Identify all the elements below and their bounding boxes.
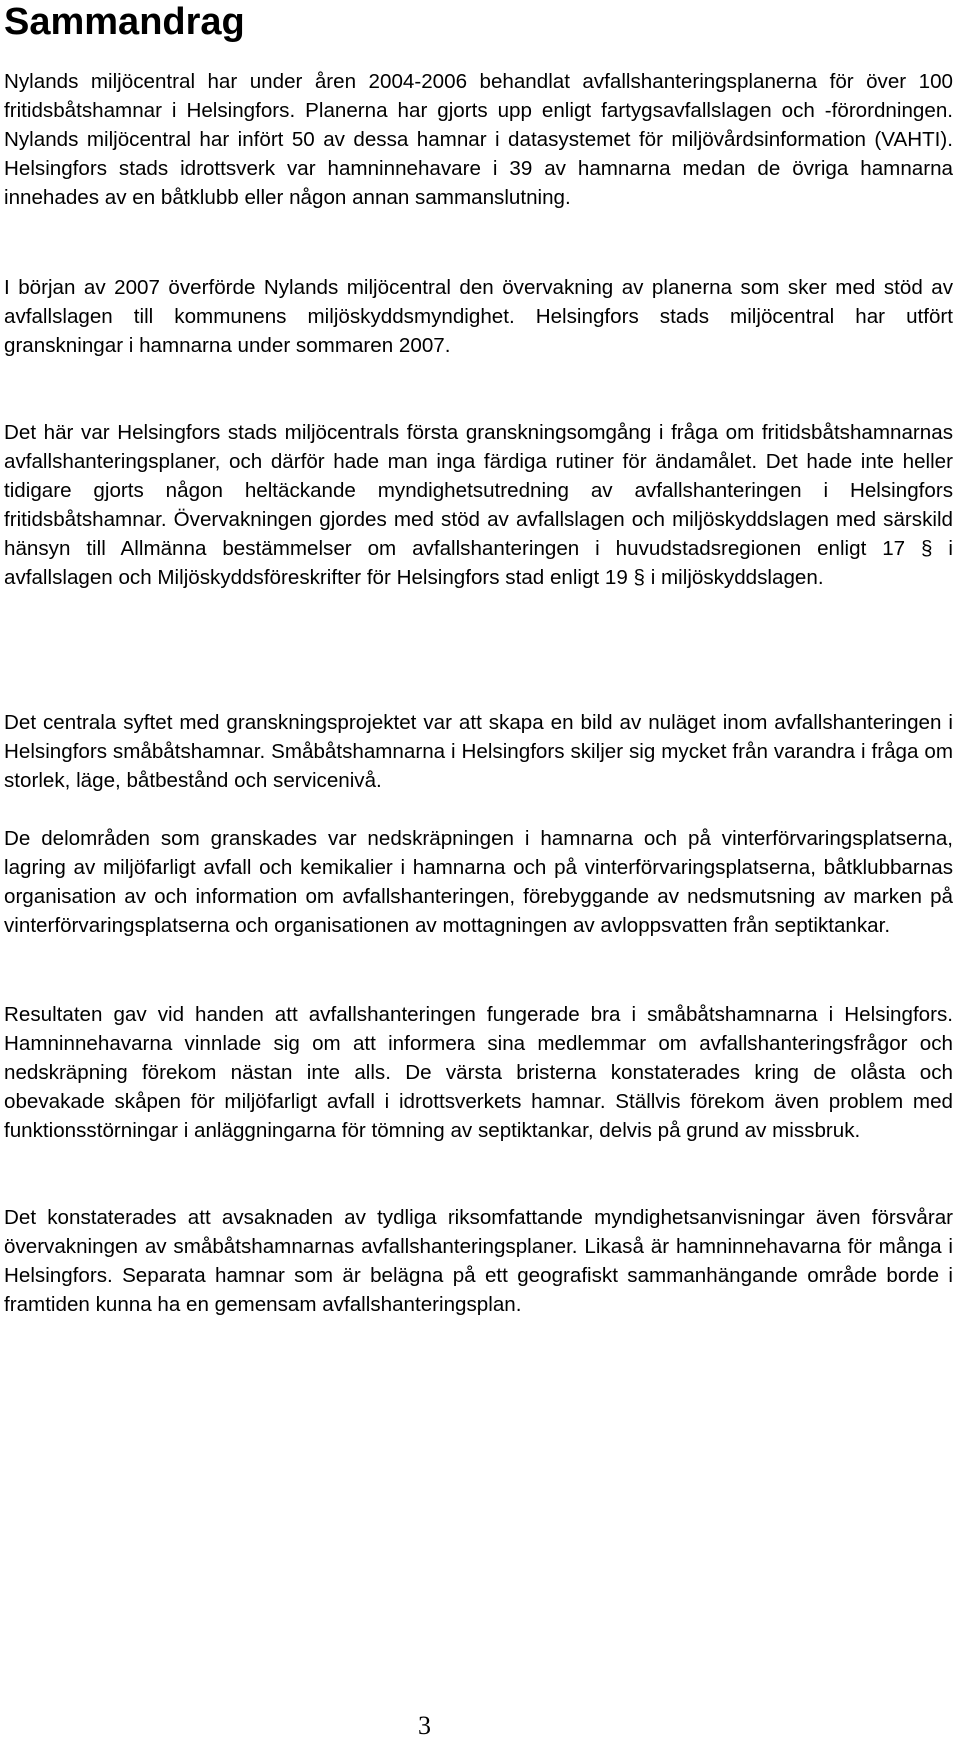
paragraph-first-inspection: Det här var Helsingfors stads miljöcentrals första granskningsomgång i fråga om fritidsbåtshamnarnas avfallshanteringsplaner, och därför hade man inga färdiga rutiner för ändamålet. Det hade inte heller tidigare gjorts någon heltäckande myndighetsutredning av avfallshanteringen i Helsingfors fritidsbåtshamnar. Övervakningen gjordes med stöd av avfallslagen och miljöskyddslagen med särskild hänsyn till Allmänna bestämmelser om avfallshanteringen i huvudstadsregionen enligt 17 § i avfallslagen och Miljöskyddsföreskrifter för Helsingfors stad enligt 19 § i miljöskyddslagen. bbox=[4, 421, 953, 589]
paragraph-results: Resultaten gav vid handen att avfallshanteringen fungerade bra i småbåtshamnarna i Helsingfors. Hamninnehavarna vinnlade sig om att informera sina medlemmar om avfallshanteringsfrågor och nedskräpning förekom nästan inte alls. De värsta bristerna konstaterades kring de olåsta och obevakade skåpen för miljöfarligt avfall i idrottsverkets hamnar. Ställvis förekom även problem med funktionsstörningar i anläggningarna för tömning av septiktankar, delvis på grund av missbruk. bbox=[4, 1003, 953, 1142]
paragraph-inspected-areas: De delområden som granskades var nedskräpningen i hamnarna och på vinterförvaringsplatserna, lagring av miljöfarligt avfall och kemikalier i hamnarna och på vinterförvaringsplatserna, båtklubbarnas organisation av och information om avfallshanteringen, förebyggande av nedsmutsning av marken på vinterförvaringsplatserna och organisationen av mottagningen av avloppsvatten från septiktankar. bbox=[4, 827, 953, 937]
page-title: Sammandrag bbox=[4, 1, 245, 43]
paragraph-plans-overview: Nylands miljöcentral har under åren 2004-2006 behandlat avfallshanteringsplanerna för över 100 fritidsbåtshamnar i Helsingfors. Planerna har gjorts upp enligt fartygsavfallslagen och -förordningen. Nylands miljöcentral har infört 50 av dessa hamnar i datasystemet för miljövårdsinformation (VAHTI). Helsingfors stads idrottsverk var hamninnehavare i 39 av hamnarna medan de övriga hamnarna innehades av en båtklubb eller någon annan sammanslutning. bbox=[4, 70, 953, 209]
paragraph-supervision-transfer: I början av 2007 överförde Nylands miljöcentral den övervakning av planerna som sker med stöd av avfallslagen till kommunens miljöskyddsmyndighet. Helsingfors stads miljöcentral har utfört granskningar i hamnarna under sommaren 2007. bbox=[4, 276, 953, 357]
page-number: 3 bbox=[418, 1711, 431, 1740]
paragraph-conclusions: Det konstaterades att avsaknaden av tydliga riksomfattande myndighetsanvisningar även försvårar övervakningen av småbåtshamnarnas avfallshanteringsplaner. Likaså är hamninnehavarna för många i Helsingfors. Separata hamnar som är belägna på ett geografiskt sammanhängande område borde i framtiden kunna ha en gemensam avfallshanteringsplan. bbox=[4, 1206, 953, 1316]
paragraph-project-purpose: Det centrala syftet med granskningsprojektet var att skapa en bild av nuläget inom avfallshanteringen i Helsingfors småbåtshamnar. Småbåtshamnarna i Helsingfors skiljer sig mycket från varandra i fråga om storlek, läge, båtbestånd och servicenivå. bbox=[4, 711, 953, 792]
